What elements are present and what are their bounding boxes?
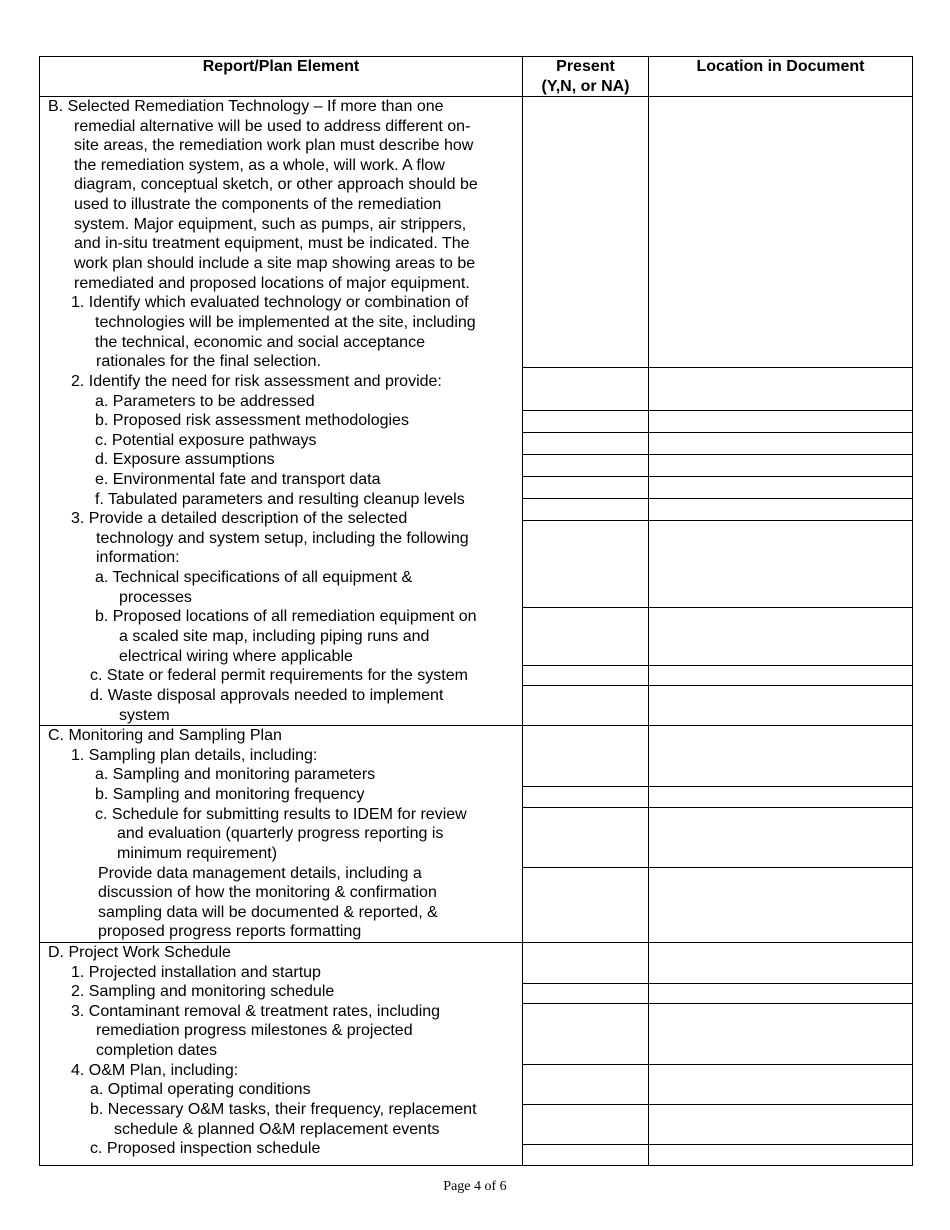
d-item-4: 4. O&M Plan, including: bbox=[71, 1062, 239, 1079]
section-b-text-line: remediated and proposed locations of major equipment. bbox=[74, 275, 470, 292]
b-item-3a-line: processes bbox=[119, 589, 192, 606]
section-b-text-line: used to illustrate the components of the remediation bbox=[74, 196, 442, 213]
c-item-1a: a. Sampling and monitoring parameters bbox=[95, 766, 376, 783]
section-b-text-line: remedial alternative will be used to address different on- bbox=[74, 118, 471, 135]
row-divider bbox=[522, 1003, 913, 1004]
d-item-3-line: remediation progress milestones & projected bbox=[96, 1022, 413, 1039]
d-item-4c: c. Proposed inspection schedule bbox=[90, 1140, 321, 1157]
b-item-3a: a. Technical specifications of all equipment & bbox=[95, 569, 413, 586]
row-divider bbox=[522, 454, 913, 455]
c-data-management-line: proposed progress reports formatting bbox=[98, 923, 362, 940]
row-divider bbox=[522, 607, 913, 608]
b-item-1-line: the technical, economic and social acceptance bbox=[95, 334, 425, 351]
d-item-1: 1. Projected installation and startup bbox=[71, 964, 321, 981]
row-divider bbox=[522, 410, 913, 411]
row-divider bbox=[522, 498, 913, 499]
b-item-2f: f. Tabulated parameters and resulting cleanup levels bbox=[95, 491, 465, 508]
b-item-2c: c. Potential exposure pathways bbox=[95, 432, 317, 449]
c-item-1c-line: minimum requirement) bbox=[117, 845, 278, 862]
b-item-3b: b. Proposed locations of all remediation equipment on bbox=[95, 608, 477, 625]
b-item-2e: e. Environmental fate and transport data bbox=[95, 471, 381, 488]
page-number: Page 4 of 6 bbox=[443, 1179, 507, 1194]
header-present-line1: Present bbox=[556, 58, 615, 75]
row-divider bbox=[522, 1064, 913, 1065]
row-divider bbox=[522, 520, 913, 521]
header-present-line2: (Y,N, or NA) bbox=[541, 77, 630, 95]
section-b-text-line: and in-situ treatment equipment, must be indicated. The bbox=[74, 235, 470, 252]
row-divider bbox=[522, 476, 913, 477]
c-item-1c-line: and evaluation (quarterly progress reporting is bbox=[117, 825, 444, 842]
header-present bbox=[523, 57, 648, 96]
d-item-4b: b. Necessary O&M tasks, their frequency, replacement bbox=[90, 1101, 477, 1118]
column-divider-present bbox=[522, 56, 523, 1166]
row-divider bbox=[522, 367, 913, 368]
row-divider bbox=[522, 432, 913, 433]
d-item-2: 2. Sampling and monitoring schedule bbox=[71, 983, 335, 1000]
b-item-2d: d. Exposure assumptions bbox=[95, 451, 275, 468]
d-item-3-line: completion dates bbox=[96, 1042, 217, 1059]
d-item-4b-line: schedule & planned O&M replacement events bbox=[114, 1121, 440, 1138]
b-item-3-line: technology and system setup, including the following bbox=[96, 530, 469, 547]
c-data-management: Provide data management details, including a bbox=[98, 865, 422, 882]
b-item-3d-line: system bbox=[119, 707, 170, 724]
table-border-left bbox=[39, 56, 40, 1166]
row-divider bbox=[522, 807, 913, 808]
c-data-management-line: sampling data will be documented & reported, & bbox=[98, 904, 438, 921]
row-divider bbox=[522, 685, 913, 686]
section-c-title: C. Monitoring and Sampling Plan bbox=[48, 727, 282, 744]
section-b-text-line: system. Major equipment, such as pumps, air strippers, bbox=[74, 216, 467, 233]
section-b-text-line: work plan should include a site map showing areas to be bbox=[74, 255, 476, 272]
b-item-3: 3. Provide a detailed description of the selected bbox=[71, 510, 408, 527]
column-divider-location bbox=[648, 56, 649, 1166]
b-item-2: 2. Identify the need for risk assessment and provide: bbox=[71, 373, 442, 390]
c-item-1: 1. Sampling plan details, including: bbox=[71, 747, 318, 764]
c-data-management-line: discussion of how the monitoring & confirmation bbox=[98, 884, 437, 901]
row-divider bbox=[522, 1104, 913, 1105]
row-divider bbox=[522, 867, 913, 868]
row-divider bbox=[522, 786, 913, 787]
b-item-2a: a. Parameters to be addressed bbox=[95, 393, 315, 410]
header-report-plan-element: Report/Plan Element bbox=[202, 58, 360, 75]
c-item-1c: c. Schedule for submitting results to IDEM for review bbox=[95, 806, 467, 823]
b-item-3-line: information: bbox=[96, 549, 180, 566]
b-item-3c: c. State or federal permit requirements for the system bbox=[90, 667, 468, 684]
b-item-1-line: rationales for the final selection. bbox=[96, 353, 322, 370]
section-b-text-line: site areas, the remediation work plan must describe how bbox=[74, 137, 474, 154]
row-divider bbox=[522, 1144, 913, 1145]
b-item-3d: d. Waste disposal approvals needed to implement bbox=[90, 687, 444, 704]
section-d-title: D. Project Work Schedule bbox=[48, 944, 231, 961]
b-item-1-line: technologies will be implemented at the site, including bbox=[95, 314, 476, 331]
header-location-in-document: Location in Document bbox=[696, 58, 865, 75]
d-item-4a: a. Optimal operating conditions bbox=[90, 1081, 311, 1098]
table-border-right bbox=[912, 56, 913, 1166]
section-b-text-line: diagram, conceptual sketch, or other approach should be bbox=[74, 176, 478, 193]
section-b-title: B. Selected Remediation Technology – If more than one bbox=[48, 98, 444, 115]
b-item-1: 1. Identify which evaluated technology or combination of bbox=[71, 294, 469, 311]
table-border-bottom bbox=[39, 1165, 913, 1166]
row-divider bbox=[522, 983, 913, 984]
section-b-text-line: the remediation system, as a whole, will work. A flow bbox=[74, 157, 445, 174]
d-item-3: 3. Contaminant removal & treatment rates, including bbox=[71, 1003, 441, 1020]
b-item-3b-line: electrical wiring where applicable bbox=[119, 648, 353, 665]
row-divider bbox=[522, 665, 913, 666]
c-item-1b: b. Sampling and monitoring frequency bbox=[95, 786, 365, 803]
b-item-2b: b. Proposed risk assessment methodologies bbox=[95, 412, 409, 429]
b-item-3b-line: a scaled site map, including piping runs and bbox=[119, 628, 430, 645]
